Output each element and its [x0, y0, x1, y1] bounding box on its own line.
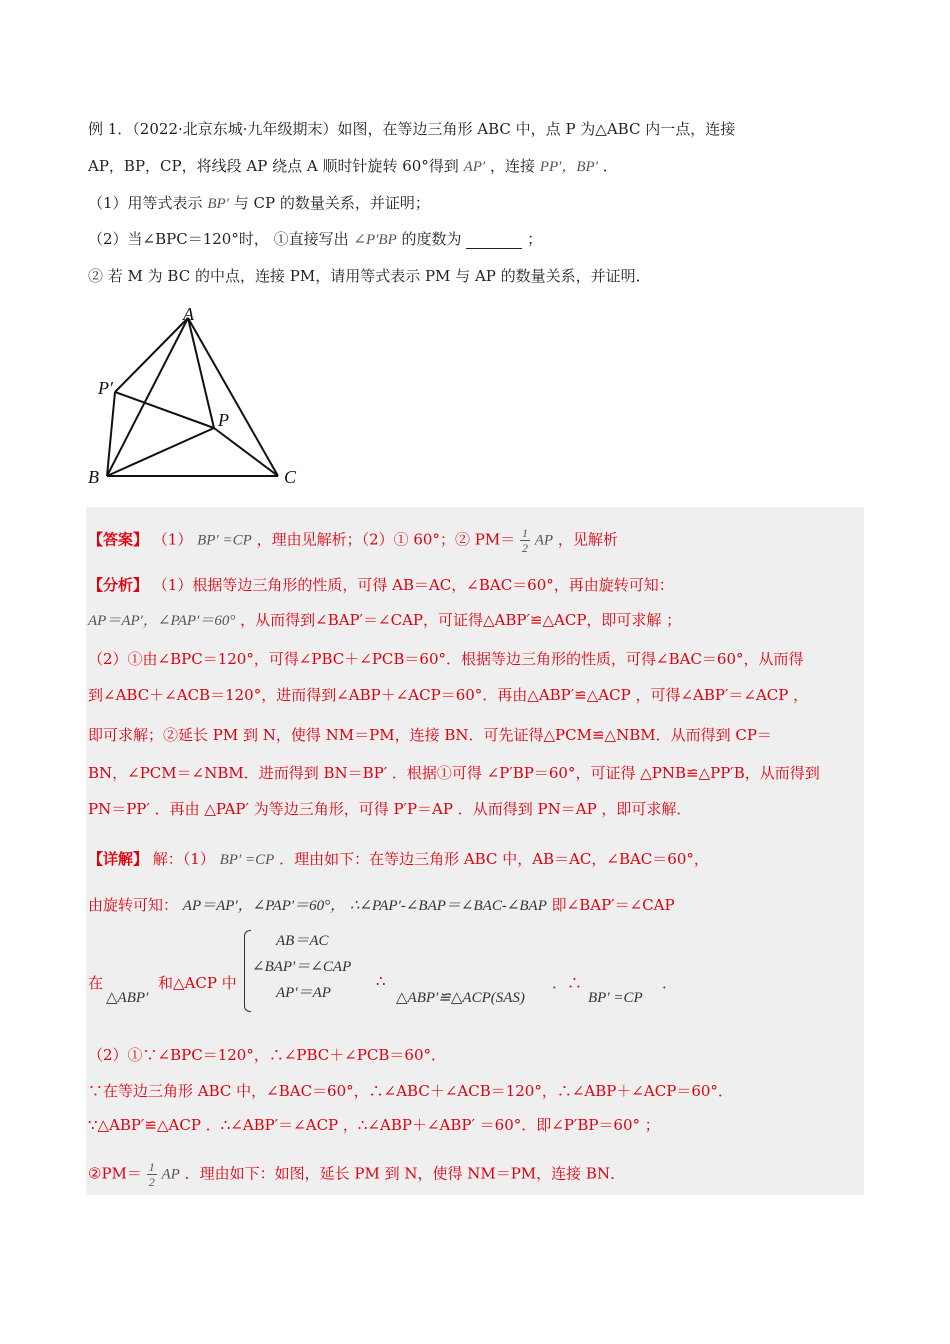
answer-math-1: BP′ =CP: [197, 532, 252, 549]
detail-tag: 【详解】: [88, 850, 149, 868]
analysis-text-2: ，从而得到∠BAP′＝∠CAP，可证得△ABP′≌△ACP，即可求解 ；: [240, 611, 682, 629]
analysis-tag: 【分析】: [88, 576, 149, 594]
analysis-line-7: PN＝PP′ ．再由 △PAP′ 为等边三角形，可得 P′P＝AP ．从而得到 PN＝AP ，即可求解．: [88, 800, 692, 818]
detail-line-6: ∵△ABP′≌△ACP ．∴∠ABP′＝∠ACP ，∴∠ABP＋∠ABP′ ＝60°．即∠P′BP＝60° ；: [88, 1116, 660, 1134]
answer-text-1: （1）: [152, 530, 193, 549]
detail-line-3-triangle: [106, 988, 148, 1007]
label-B: B: [88, 467, 99, 487]
analysis-line-1: [88, 574, 674, 595]
equation-system: [246, 928, 351, 1006]
detail-math-result: BP′ =CP: [588, 990, 643, 1006]
question-line-5: ② 若 M 为 BC 的中点，连接 PM，请用等式表示 PM 与 AP 的数量关系，并证明．: [88, 267, 651, 285]
detail-line-7: [88, 1160, 625, 1189]
question-line-4: [88, 228, 542, 249]
fraction-denominator: 2: [521, 541, 528, 555]
analysis-line-5: 即可求解；②延长 PM 到 N，使得 NM＝PM，连接 BN．可先证得△PCM≌△NBM．从而得到 CP＝: [88, 726, 772, 744]
label-A: A: [183, 304, 194, 324]
question-line-4-math: ∠P′BP: [353, 232, 397, 248]
system-eq-2: ∠BAP′＝∠CAP: [252, 959, 352, 975]
answer-blank: [466, 234, 522, 249]
question-line-2-text-b: ，连接: [489, 157, 535, 175]
question-line-2-math: AP′: [463, 159, 486, 175]
label-C: C: [284, 467, 297, 487]
analysis-text-1: （1）根据等边三角形的性质，可得 AB＝AC，∠BAC＝60°，再由旋转可知：: [152, 576, 674, 594]
detail-math-congruent: △ABP′≌△ACP(SAS): [396, 990, 525, 1006]
answer-text-2: ，理由见解析；（2）① 60°；② PM＝: [256, 530, 516, 549]
detail-text-7b: ．理由如下：如图，延长 PM 到 N，使得 NM＝PM，连接 BN．: [184, 1164, 626, 1183]
detail-line-3-mid: 和△ACP 中: [158, 974, 237, 992]
question-line-3-math: BP′: [207, 196, 229, 212]
question-line-2-end: ．: [602, 157, 618, 175]
detail-fraction: [147, 1160, 157, 1189]
question-line-3-text: （1）用等式表示: [88, 194, 203, 212]
question-line-1: 例 1．（2022·北京东城·九年级期末）如图，在等边三角形 ABC 中，点 P 为△ABC 内一点，连接: [88, 120, 736, 138]
analysis-line-4: 到∠ABC＋∠ACB＝120°，进而得到∠ABP＋∠ACP＝60°．再由△ABP′≌△ACP ，可得∠ABP′＝∠ACP ，: [88, 686, 809, 704]
answer-tag: 【答案】: [88, 530, 149, 549]
detail-result: [588, 988, 643, 1007]
analysis-math-2: AP＝AP′，∠PAP′＝60°: [88, 613, 236, 629]
question-line-4-text-b: 的度数为: [401, 230, 462, 248]
detail-line-2: [88, 894, 675, 915]
question-line-2-math-b: PP′，BP′: [539, 159, 598, 175]
detail-math-2: AP＝AP′，∠PAP′＝60°，: [182, 898, 346, 914]
detail-line-3-start: 在: [88, 974, 104, 992]
detail-text-1: 解：（1）: [152, 850, 215, 868]
detail-line-5: ∵在等边三角形 ABC 中，∠BAC＝60°，∴∠ABC＋∠ACB＝120°，∴∠ABP＋∠ACP＝60°．: [88, 1082, 733, 1100]
detail-text-1b: ．理由如下：在等边三角形 ABC 中，AB＝AC，∠BAC＝60°，: [279, 850, 709, 868]
detail-therefore-2: ．∴: [552, 974, 583, 992]
detail-fraction-numerator: 1: [148, 1160, 155, 1174]
system-eq-1: AB＝AC: [276, 933, 329, 949]
analysis-line-6: BN，∠PCM＝∠NBM．进而得到 BN＝BP′ ．根据①可得 ∠P′BP＝60°，可证得 △PNB≌△PP′B，从而得到: [88, 764, 820, 782]
detail-line-3-end: ．: [662, 974, 678, 992]
detail-math-1: BP′ =CP: [219, 852, 275, 868]
question-line-4-end: ；: [527, 230, 543, 248]
label-P-prime: P′: [98, 378, 113, 398]
detail-line-1: [88, 848, 709, 869]
detail-text-2: 由旋转可知：: [88, 896, 179, 914]
analysis-line-3: （2）①由∠BPC＝120°，可得∠PBC＋∠PCB＝60°．根据等边三角形的性质，可得∠BAC＝60°，从而得: [88, 650, 804, 668]
answer-text-3: ，见解析: [557, 530, 618, 549]
detail-math-7: AP: [161, 1166, 180, 1183]
fraction-numerator: 1: [521, 526, 528, 540]
triangle-figure: [80, 300, 310, 495]
question-line-3: [88, 192, 430, 213]
answer-fraction: [520, 526, 530, 555]
detail-therefore-1: ∴: [376, 972, 386, 990]
detail-fraction-denominator: 2: [148, 1175, 155, 1189]
question-line-2-text: AP，BP，CP，将线段 AP 绕点 A 顺时针旋转 60°得到: [88, 157, 459, 175]
analysis-line-2: [88, 609, 681, 630]
detail-line-4: （2）①∵∠BPC＝120°，∴∠PBC＋∠PCB＝60°．: [88, 1046, 447, 1064]
label-P: P: [218, 410, 229, 430]
detail-congruent: [396, 988, 525, 1007]
detail-math-3: △ABP′: [106, 990, 149, 1006]
detail-text-7: ②PM＝: [88, 1164, 142, 1183]
question-line-2: [88, 155, 618, 176]
question-line-3-text-b: 与 CP 的数量关系，并证明；: [233, 194, 430, 212]
question-line-4-text: （2）当∠BPC＝120°时， ①直接写出: [88, 230, 349, 248]
detail-text-2c: 即∠BAP′＝∠CAP: [551, 896, 675, 914]
answer-line: [88, 526, 618, 555]
answer-math-2: AP: [534, 532, 554, 549]
system-eq-3: AP′＝AP: [276, 985, 331, 1001]
detail-math-2b: ∴∠PAP′-∠BAP＝∠BAC-∠BAP: [349, 898, 547, 914]
